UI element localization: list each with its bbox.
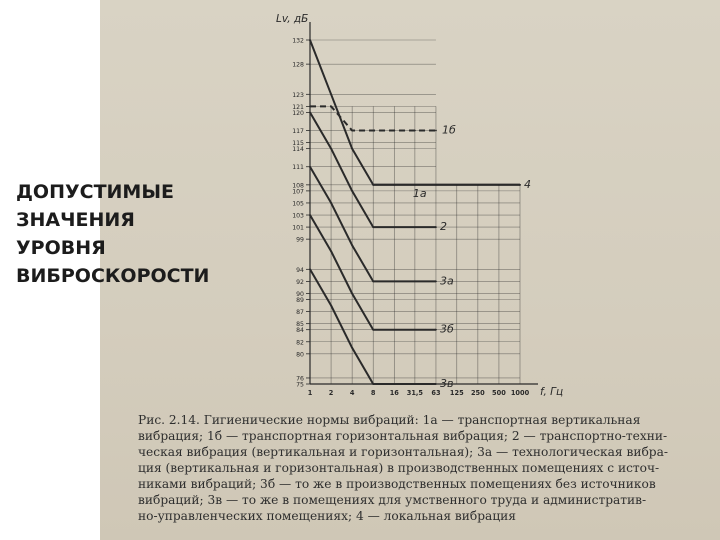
caption-line: но-управленческих помещениях; 4 — локальная вибрация xyxy=(138,509,516,523)
data-point xyxy=(330,305,332,307)
data-point xyxy=(372,383,374,385)
x-tick-label: 16 xyxy=(389,389,399,397)
y-tick-label: 103 xyxy=(292,212,304,220)
y-tick-label: 115 xyxy=(292,140,304,148)
y-tick-label: 82 xyxy=(296,339,304,347)
figure-caption xyxy=(138,412,686,524)
data-point xyxy=(372,281,374,283)
series-label: 3в xyxy=(439,377,454,390)
data-point xyxy=(498,184,500,186)
data-point xyxy=(372,226,374,228)
y-tick-label: 75 xyxy=(296,381,304,389)
data-point xyxy=(309,268,311,270)
slide-title-line: ЗНАЧЕНИЯ xyxy=(16,209,135,231)
y-tick-label: 132 xyxy=(292,37,304,45)
slide-title-line: УРОВНЯ xyxy=(16,237,106,259)
data-point xyxy=(435,130,437,132)
series-label: 3а xyxy=(439,274,454,288)
x-tick-label: 63 xyxy=(431,389,441,397)
data-point xyxy=(456,184,458,186)
x-tick-label: 125 xyxy=(449,389,464,397)
x-tick-label: 31,5 xyxy=(406,389,424,397)
y-tick-label: 85 xyxy=(296,321,304,329)
series-label: 1б xyxy=(441,123,456,137)
y-tick-label: 101 xyxy=(292,224,304,232)
y-tick-label: 105 xyxy=(292,200,304,208)
data-point xyxy=(372,130,374,132)
data-point xyxy=(435,184,437,186)
data-point xyxy=(330,250,332,252)
data-point xyxy=(330,105,332,107)
y-tick-label: 89 xyxy=(296,297,304,305)
data-point xyxy=(435,226,437,228)
data-point xyxy=(351,148,353,150)
data-point xyxy=(351,190,353,192)
slide-title-line: ДОПУСТИМЫЕ xyxy=(16,181,175,203)
series-label: 1а xyxy=(412,186,427,200)
caption-line: никами вибраций; 3б — то же в производственных помещениях без источников xyxy=(138,477,656,491)
y-tick-label: 111 xyxy=(292,164,304,172)
x-tick-label: 8 xyxy=(370,389,376,397)
data-point xyxy=(309,214,311,216)
data-point xyxy=(330,93,332,95)
x-axis-label: f, Гц xyxy=(540,386,564,398)
data-point xyxy=(330,202,332,204)
data-point xyxy=(351,347,353,349)
data-point xyxy=(372,329,374,331)
data-point xyxy=(309,39,311,41)
series-label: 3б xyxy=(439,322,454,336)
x-tick-label: 250 xyxy=(470,389,485,397)
data-point xyxy=(393,184,395,186)
data-point xyxy=(414,130,416,132)
data-point xyxy=(414,184,416,186)
series-label: 4 xyxy=(524,177,531,191)
y-tick-label: 114 xyxy=(292,146,304,154)
slide-title-line: ВИБРОСКОРОСТИ xyxy=(16,265,210,287)
caption-line: Рис. 2.14. Гигиенические нормы вибраций: 1а — транспортная вертикальная xyxy=(138,413,641,427)
data-point xyxy=(351,244,353,246)
data-point xyxy=(309,112,311,114)
y-tick-label: 84 xyxy=(296,327,304,335)
series-label: 2 xyxy=(439,220,447,234)
caption-line: вибрация; 1б — транспортная горизонтальная вибрация; 2 — транспортно-техни- xyxy=(138,429,668,443)
data-point xyxy=(351,293,353,295)
y-tick-label: 76 xyxy=(296,375,304,383)
caption-line: ция (вертикальная и горизонтальная) в производственных помещениях с источ- xyxy=(138,461,660,475)
y-tick-label: 99 xyxy=(296,236,304,244)
x-tick-label: 1 xyxy=(307,389,313,397)
caption-line: ческая вибрация (вертикальная и горизонтальная); 3а — технологическая вибра- xyxy=(138,445,668,459)
data-point xyxy=(519,184,521,186)
data-point xyxy=(477,184,479,186)
x-tick-label: 2 xyxy=(328,389,334,397)
y-tick-label: 120 xyxy=(292,109,304,117)
y-tick-label: 108 xyxy=(292,182,304,190)
data-point xyxy=(393,130,395,132)
y-tick-label: 107 xyxy=(292,188,304,196)
data-point xyxy=(309,105,311,107)
data-point xyxy=(351,130,353,132)
data-point xyxy=(309,166,311,168)
y-tick-label: 123 xyxy=(292,91,304,99)
x-tick-label: 4 xyxy=(349,389,355,397)
data-point xyxy=(330,148,332,150)
data-point xyxy=(435,329,437,331)
x-tick-label: 500 xyxy=(492,389,506,397)
data-point xyxy=(435,281,437,283)
caption-line: вибраций; 3в — то же в помещениях для умственного труда и административ- xyxy=(138,493,647,507)
y-tick-label: 128 xyxy=(292,61,304,69)
x-tick-label: 1000 xyxy=(510,389,530,397)
data-point xyxy=(372,184,374,186)
y-tick-label: 92 xyxy=(296,278,304,286)
y-tick-label: 121 xyxy=(292,103,304,111)
chart-grid xyxy=(310,40,520,384)
y-tick-label: 80 xyxy=(296,351,304,359)
y-tick-label: 90 xyxy=(296,290,304,298)
y-axis-label: Lv, дБ xyxy=(276,13,309,25)
y-tick-label: 117 xyxy=(292,128,304,136)
data-point xyxy=(435,383,437,385)
y-tick-label: 94 xyxy=(296,266,304,274)
y-tick-label: 87 xyxy=(296,309,304,317)
